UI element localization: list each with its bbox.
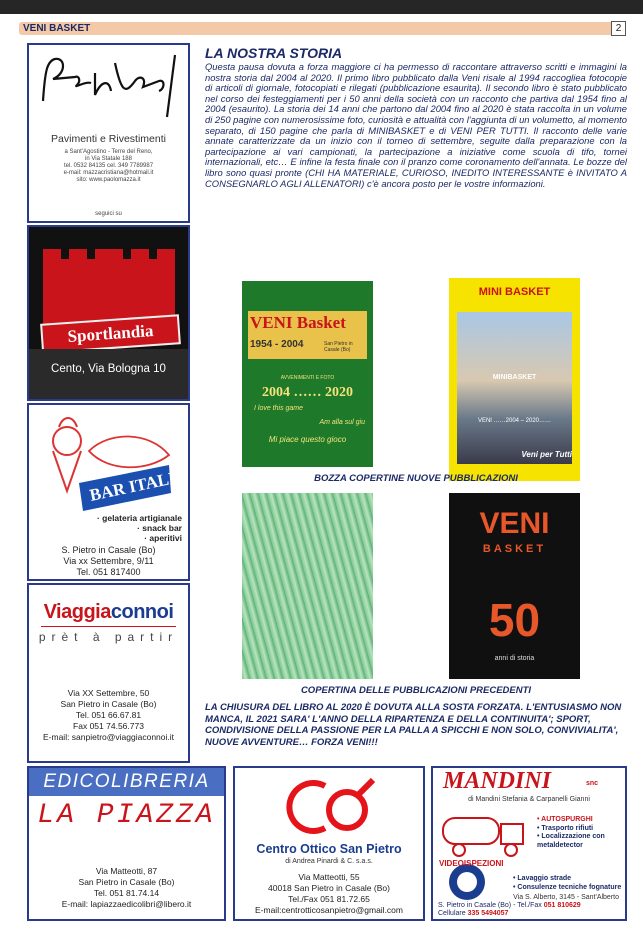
ottico-logo-icon: [281, 776, 381, 838]
cover-place: San Pietro in Casale (Bo): [324, 341, 353, 353]
ad-centro-ottico[interactable]: [233, 766, 425, 921]
ad-mandini[interactable]: [431, 766, 627, 921]
cover-period: 2004 …… 2020: [262, 385, 353, 400]
ottico-sub: di Andrea Pinardi & C. s.a.s.: [285, 858, 373, 865]
ad-address: Via XX Settembre, 50 San Pietro in Casale (Bo) Tel. 051 66.67.81 Fax 051 74.56.773 E-mail: sanpietro@viaggiaconnoi.it: [29, 688, 188, 743]
cover-period: VENI ……2004 – 2020……: [477, 418, 552, 424]
ad-address: Via S. Alberto, 3145 - Sant'Alberto: [513, 894, 619, 901]
ad-tagline: prèt à partir: [38, 630, 179, 644]
ad-phone: Tel. 051 817400: [76, 567, 141, 577]
ad-sportlandia[interactable]: [27, 225, 190, 401]
social-label: seguici su: [95, 211, 122, 217]
badge-label: VIDEOISPEZIONI: [439, 859, 504, 868]
ad-address: San Pietro in Casale (Bo): [78, 877, 175, 887]
cover-label: MINIBASKET: [492, 374, 537, 381]
cover-new-veni-basket: [242, 281, 373, 467]
cover-years: 1954 - 2004: [250, 339, 304, 350]
service-item: · aperitivi: [144, 533, 182, 543]
edicolibreria-banner: EDICOLIBRERIA: [29, 768, 224, 796]
cover-line: I love this game: [254, 405, 304, 412]
cover-title: VENI: [479, 507, 550, 540]
ad-address: Via Matteotti, 87: [95, 866, 158, 876]
cover-footer: anni di storia: [494, 655, 535, 662]
gelato-logo-icon: [39, 411, 190, 521]
ad-phone: S. Pietro in Casale (Bo) - Tel./Fax 051 810629 Cellulare 335 5494057: [438, 902, 581, 917]
cover-title: VENI Basket: [250, 313, 346, 332]
mandini-services: • AUTOSPURGHI • Trasporto rifiuti • Localizzazione con metaldetector: [537, 816, 605, 849]
edicolibreria-logo: LA PIAZZA: [37, 800, 216, 831]
ad-address: Via xx Settembre, 9/11: [63, 556, 154, 566]
ad-paolo-mazza[interactable]: [27, 38, 190, 223]
top-bar: [0, 0, 643, 14]
ad-line: a Sant'Agostino - Terre del Reno,: [64, 149, 153, 155]
ad-email[interactable]: E-mail: lapiazzaedicolibri@libero.it: [61, 899, 192, 909]
ad-line: tel. 0532 84135 cel. 349 7789987: [63, 163, 154, 169]
divider: [41, 626, 176, 627]
cover-number: 50: [488, 594, 541, 646]
service-item: · snack bar: [137, 523, 182, 533]
bar-italia-logo: BAR ITALIA: [87, 465, 190, 505]
mandini-sub: di Mandini Stefania & Carpanelli Gianni: [468, 796, 590, 803]
ad-line: in Via Statale 188: [85, 156, 132, 162]
ad-address: 40018 San Pietro in Casale (Bo): [268, 883, 390, 893]
ad-address: Via Matteotti, 55: [298, 872, 360, 882]
ad-phone: Tel. 051 81.74.14: [93, 888, 160, 898]
cover-footer: Veni per Tutti: [521, 450, 572, 459]
ad-email[interactable]: E-mail: sanpietro@viaggiaconnoi.it: [43, 732, 174, 742]
article-title: LA NOSTRA STORIA: [205, 45, 343, 61]
signature-logo: [35, 38, 185, 121]
ad-phone: Tel./Fax 051 81.72.65: [288, 894, 370, 904]
cover-photo: [457, 312, 572, 464]
videoispezioni-badge-icon: [437, 854, 507, 904]
page-header-title: VENI BASKET: [23, 23, 91, 34]
ad-line: e-mail: mazzacristiana@hotmail.it: [63, 170, 154, 176]
ad-title: Pavimenti e Rivestimenti: [51, 133, 166, 145]
mandini-services-2: • Lavaggio strade • Consulenze tecniche fognature: [513, 875, 622, 891]
mandini-logo: MANDINI: [443, 768, 552, 794]
mandini-snc: snc: [586, 780, 599, 787]
caption-new-covers: BOZZA COPERTINE NUOVE PUBBLICAZIONI: [314, 473, 518, 484]
sportlandia-logo: Sportlandia: [40, 314, 181, 354]
ad-address: S. Pietro in Casale (Bo): [61, 545, 156, 555]
ad-edicolibreria[interactable]: [27, 766, 226, 921]
ad-website[interactable]: sito: www.paolomazza.it: [76, 177, 141, 183]
cover-old-50-anni: [449, 493, 580, 679]
cover-line: Mi piace questo gioco: [268, 435, 347, 444]
ad-email[interactable]: E-mail:centrotticosanpietro@gmail.com: [255, 905, 403, 915]
cover-small: AVVENIMENTI E FOTO: [280, 375, 335, 381]
ad-bar-italia[interactable]: [27, 403, 190, 581]
viaggiaconnoi-logo: Viaggiaconnoi: [43, 601, 174, 623]
caption-old-covers: COPERTINA DELLE PUBBLICAZIONI PRECEDENTI: [300, 685, 532, 696]
ad-address: Cento, Via Bologna 10: [51, 363, 166, 375]
service-item: · gelateria artigianale: [96, 513, 182, 523]
article-body: Questa pausa dovuta a forza maggiore ci ha permesso di raccontare attraverso scritti e immagini la nostra storia dal 2004 al 2020. Il primo libro pubblicato dalla Veni risale al 1994 raccogliea fotocopie di articoli di giornale, fotocopiati e rilegati (pubblicazione esaurita). Il secondo libro è stato pubblicato nel corso dei festeggiamenti per i 50 anni della società con un racconto che partiva dal 1954 fino al 2004 (esaurito). La storia dei 14 anni che partono dal 2004 fino al 2020 è stata raccolta in un volume di 250 pagine con numerosissime foto, curiosità e attualità con l'aggiunta di un volumetto, al momento separato, di 150 pagine che parla di MINIBASKET e di VENI PER TUTTI. Il racconto delle varie annate caratterizzate da un inizio con il torneo di settembre, seguite dalla preparazione con la partecipazione ai vari campionati, la partecipazione a iniziative come scuola di tifo, tornei internazionali, etc… E infine la festa finale con il pranzo come coronamento dell'annata. Le bozze del libro sono quasi pronte (CHI HA MATERIALE, CURIOSO, INEDITO INTERESSANTE è INVITATO A CONSEGNARLO AGLI ALLENATORI) c'è ancora posto per le vostre informazioni.: [205, 61, 627, 189]
ad-viaggiaconnoi[interactable]: [27, 583, 190, 763]
cover-line: Am alla sul giu: [319, 419, 365, 426]
closing-statement: LA CHIUSURA DEL LIBRO AL 2020 È DOVUTA ALLA SOSTA FORZATA. L'ENTUSIASMO NON MANCA, IL 2021 SARA' L'ANNO DELLA RIPARTENZA E DELLA CONTINUITA'; SPORT, CONDIVISIONE DELLA PASSIONE PER LA PALLA A SPICCHI E NON SOLO, CONVIVIALITA', NUOVE AVVENTURE… FORZA VENI!!!: [205, 702, 622, 748]
page-number: 2: [611, 21, 626, 36]
cover-new-minibasket: [449, 278, 580, 481]
signature-text: PaoloMazza: [35, 38, 124, 55]
page-header: [19, 22, 625, 35]
cover-old-green: [242, 493, 373, 679]
ottico-title: Centro Ottico San Pietro: [256, 842, 402, 856]
cover-banner: MINI BASKET: [478, 286, 551, 298]
cover-sub: BASKET: [482, 543, 547, 555]
